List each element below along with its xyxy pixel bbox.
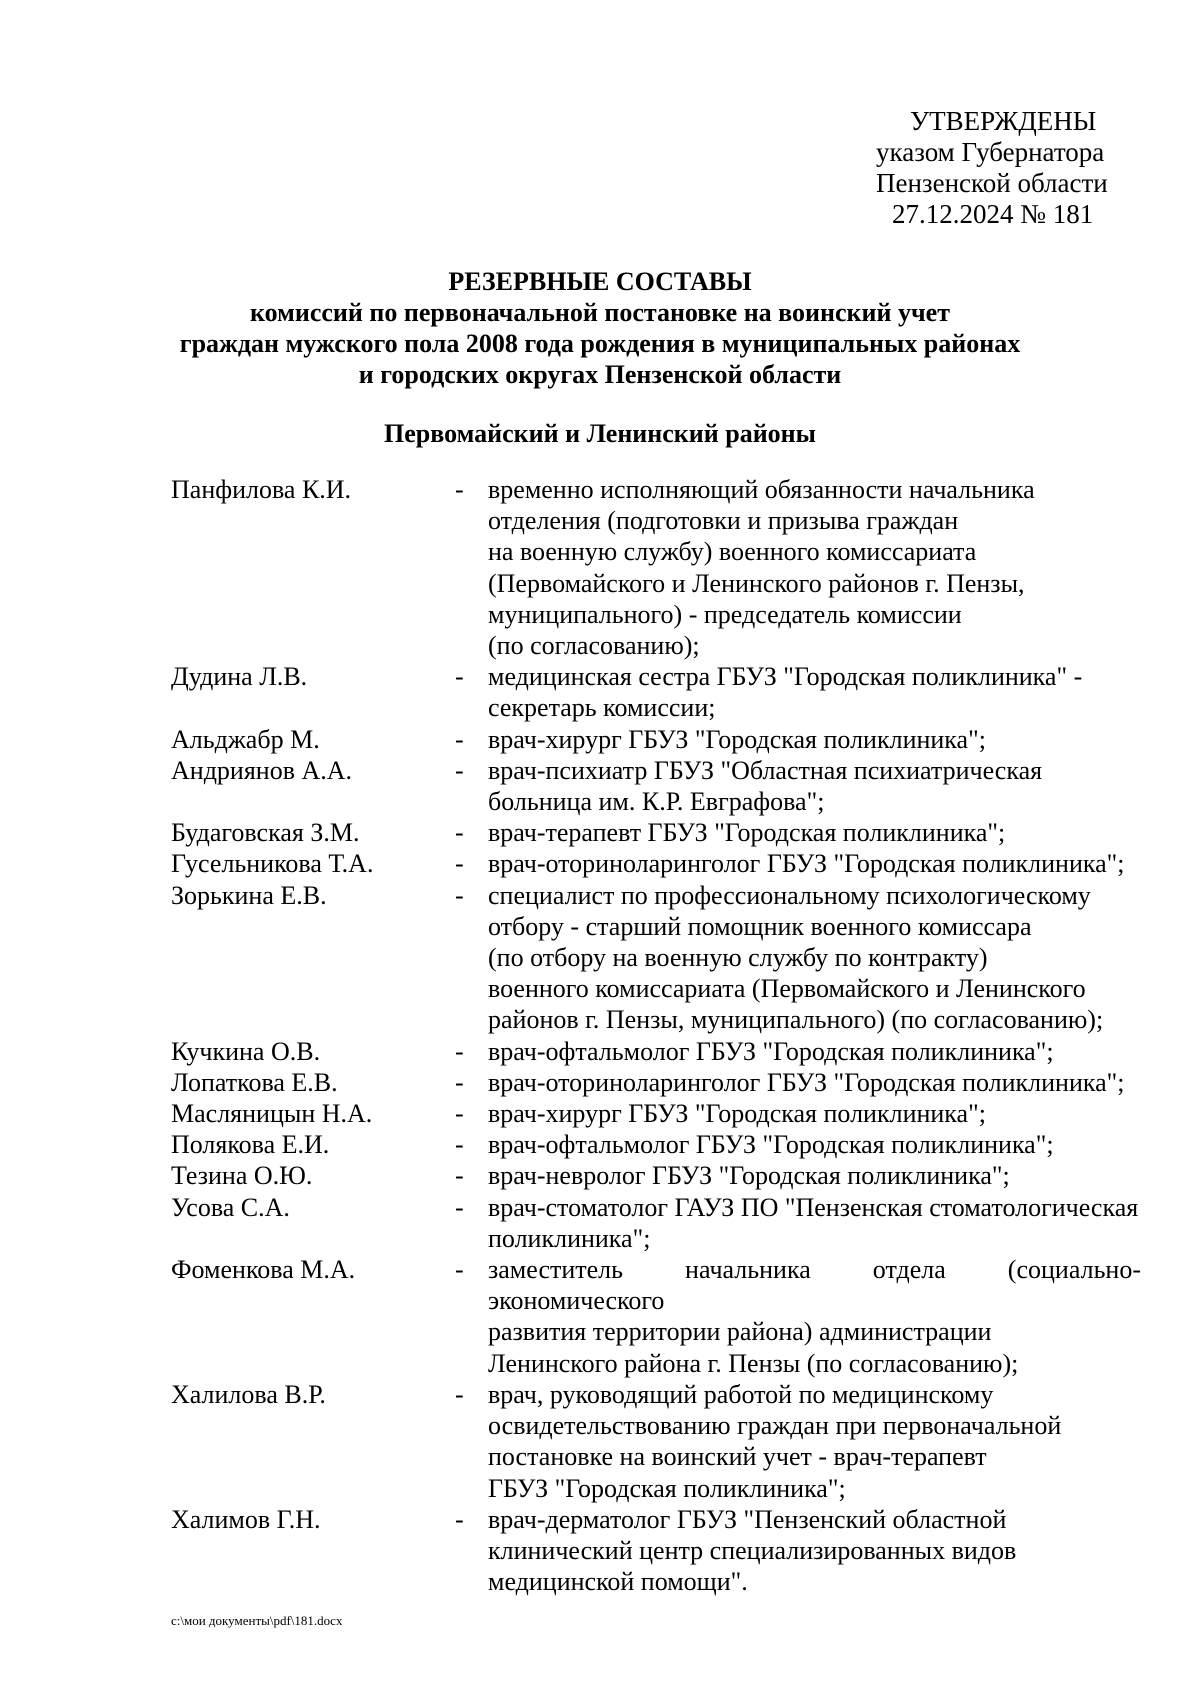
member-row — [171, 1192, 1141, 1254]
member-dash: - — [455, 818, 464, 848]
member-row — [171, 1067, 1141, 1098]
member-role: заместитель начальника отдела (социально-экономического развития территории района) администрации Ленинского района г. Пензы (по согласованию); — [488, 1255, 1141, 1378]
member-dash: - — [455, 475, 464, 504]
title-line-4: и городских округах Пензенской области — [358, 360, 842, 389]
member-row — [171, 880, 1141, 1036]
member-row — [171, 1098, 1141, 1129]
member-role: врач-хирург ГБУЗ "Городская поликлиника"; — [488, 724, 986, 754]
member-name: Дудина Л.В. — [171, 662, 308, 692]
member-name: Гусельникова Т.А. — [171, 849, 374, 879]
approval-stamp — [860, 106, 1180, 230]
member-dash: - — [455, 1130, 464, 1160]
member-dash: - — [455, 1504, 464, 1534]
member-role: временно исполняющий обязанности начальника отделения (подготовки и призыва граждан на военную службу) военного комиссариата (Первомайского и Ленинского районов г. Пензы, муниципального) - председатель комиссии (по согласованию); — [488, 475, 1035, 661]
member-row — [171, 724, 1141, 755]
member-dash: - — [455, 1161, 464, 1191]
members-list — [171, 474, 1141, 1597]
member-row — [171, 848, 1141, 879]
member-role: врач-невролог ГБУЗ "Городская поликлиника"; — [488, 1161, 1010, 1191]
member-name: Полякова Е.И. — [171, 1130, 330, 1160]
member-role: врач-офтальмолог ГБУЗ "Городская поликлиника"; — [488, 1130, 1054, 1160]
member-row — [171, 1160, 1141, 1191]
approval-region: Пензенской области — [876, 168, 1108, 198]
member-role: врач-терапевт ГБУЗ "Городская поликлиника"; — [488, 818, 1006, 848]
member-name: Халилова В.Р. — [171, 1379, 326, 1409]
member-dash: - — [455, 724, 464, 754]
approval-decree: указом Губернатора — [876, 137, 1105, 167]
approval-heading: УТВЕРЖДЕНЫ — [910, 106, 1097, 136]
member-dash: - — [455, 1192, 464, 1222]
member-row — [171, 661, 1141, 723]
member-row — [171, 1379, 1141, 1504]
member-dash: - — [455, 1379, 464, 1409]
member-role: врач-хирург ГБУЗ "Городская поликлиника"; — [488, 1099, 986, 1129]
title-line-1: РЕЗЕРВНЫЕ СОСТАВЫ — [448, 267, 752, 296]
member-row — [171, 1254, 1141, 1379]
member-name: Кучкина О.В. — [171, 1036, 321, 1066]
title-line-2: комиссий по первоначальной постановке на воинский учет — [250, 298, 950, 327]
member-role: врач-стоматолог ГАУЗ ПО "Пензенская стоматологическая поликлиника"; — [488, 1192, 1139, 1253]
member-role: специалист по профессиональному психологическому отбору - старший помощник военного комиссара (по отбору на военную службу по контракту) военного комиссариата (Первомайского и Ленинского районов г. Пензы, муниципального) (по согласованию); — [488, 880, 1104, 1035]
member-row — [171, 755, 1141, 817]
title-line-3: граждан мужского пола 2008 года рождения в муниципальных районах — [179, 329, 1021, 358]
document-title — [0, 266, 1200, 390]
member-name: Будаговская З.М. — [171, 818, 360, 848]
member-name: Зорькина Е.В. — [171, 880, 327, 910]
member-dash: - — [455, 1036, 464, 1066]
member-name: Масляницын Н.А. — [171, 1099, 373, 1129]
member-name: Панфилова К.И. — [171, 475, 352, 504]
member-row — [171, 1036, 1141, 1067]
section-title: Первомайский и Ленинский районы — [384, 419, 816, 448]
member-dash: - — [455, 755, 464, 785]
member-dash: - — [455, 880, 464, 910]
member-role: врач-оториноларинголог ГБУЗ "Городская поликлиника"; — [488, 1067, 1125, 1097]
member-name: Усова С.А. — [171, 1192, 290, 1222]
member-role: врач-дерматолог ГБУЗ "Пензенский областной клинический центр специализированных видов медицинской помощи". — [488, 1504, 1017, 1597]
member-dash: - — [455, 1067, 464, 1097]
approval-date-number: 27.12.2024 № 181 — [892, 199, 1094, 229]
member-role: врач-офтальмолог ГБУЗ "Городская поликлиника"; — [488, 1036, 1054, 1066]
member-name: Альджабр М. — [171, 724, 320, 754]
member-row — [171, 1504, 1141, 1598]
member-row — [171, 1129, 1141, 1160]
member-name: Тезина О.Ю. — [171, 1161, 313, 1191]
member-role: медицинская сестра ГБУЗ "Городская поликлиника" - секретарь комиссии; — [488, 662, 1083, 723]
member-role: врач-оториноларинголог ГБУЗ "Городская поликлиника"; — [488, 849, 1125, 879]
footer-file-path: c:\мои документы\pdf\181.docx — [171, 1613, 343, 1628]
member-role: врач-психиатр ГБУЗ "Областная психиатрическая больница им. К.Р. Евграфова"; — [488, 755, 1043, 817]
member-dash: - — [455, 662, 464, 692]
member-name: Халимов Г.Н. — [171, 1504, 321, 1534]
member-name: Андриянов А.А. — [171, 755, 353, 785]
member-dash: - — [455, 1099, 464, 1129]
member-row — [171, 474, 1141, 661]
member-name: Лопаткова Е.В. — [171, 1067, 338, 1097]
member-row — [171, 817, 1141, 848]
member-role: врач, руководящий работой по медицинскому освидетельствованию граждан при первоначальной постановке на воинский учет - врач-терапевт ГБУЗ "Городская поликлиника"; — [488, 1379, 1062, 1503]
member-name: Фоменкова М.А. — [171, 1255, 356, 1285]
member-dash: - — [455, 849, 464, 879]
member-dash: - — [455, 1255, 464, 1285]
